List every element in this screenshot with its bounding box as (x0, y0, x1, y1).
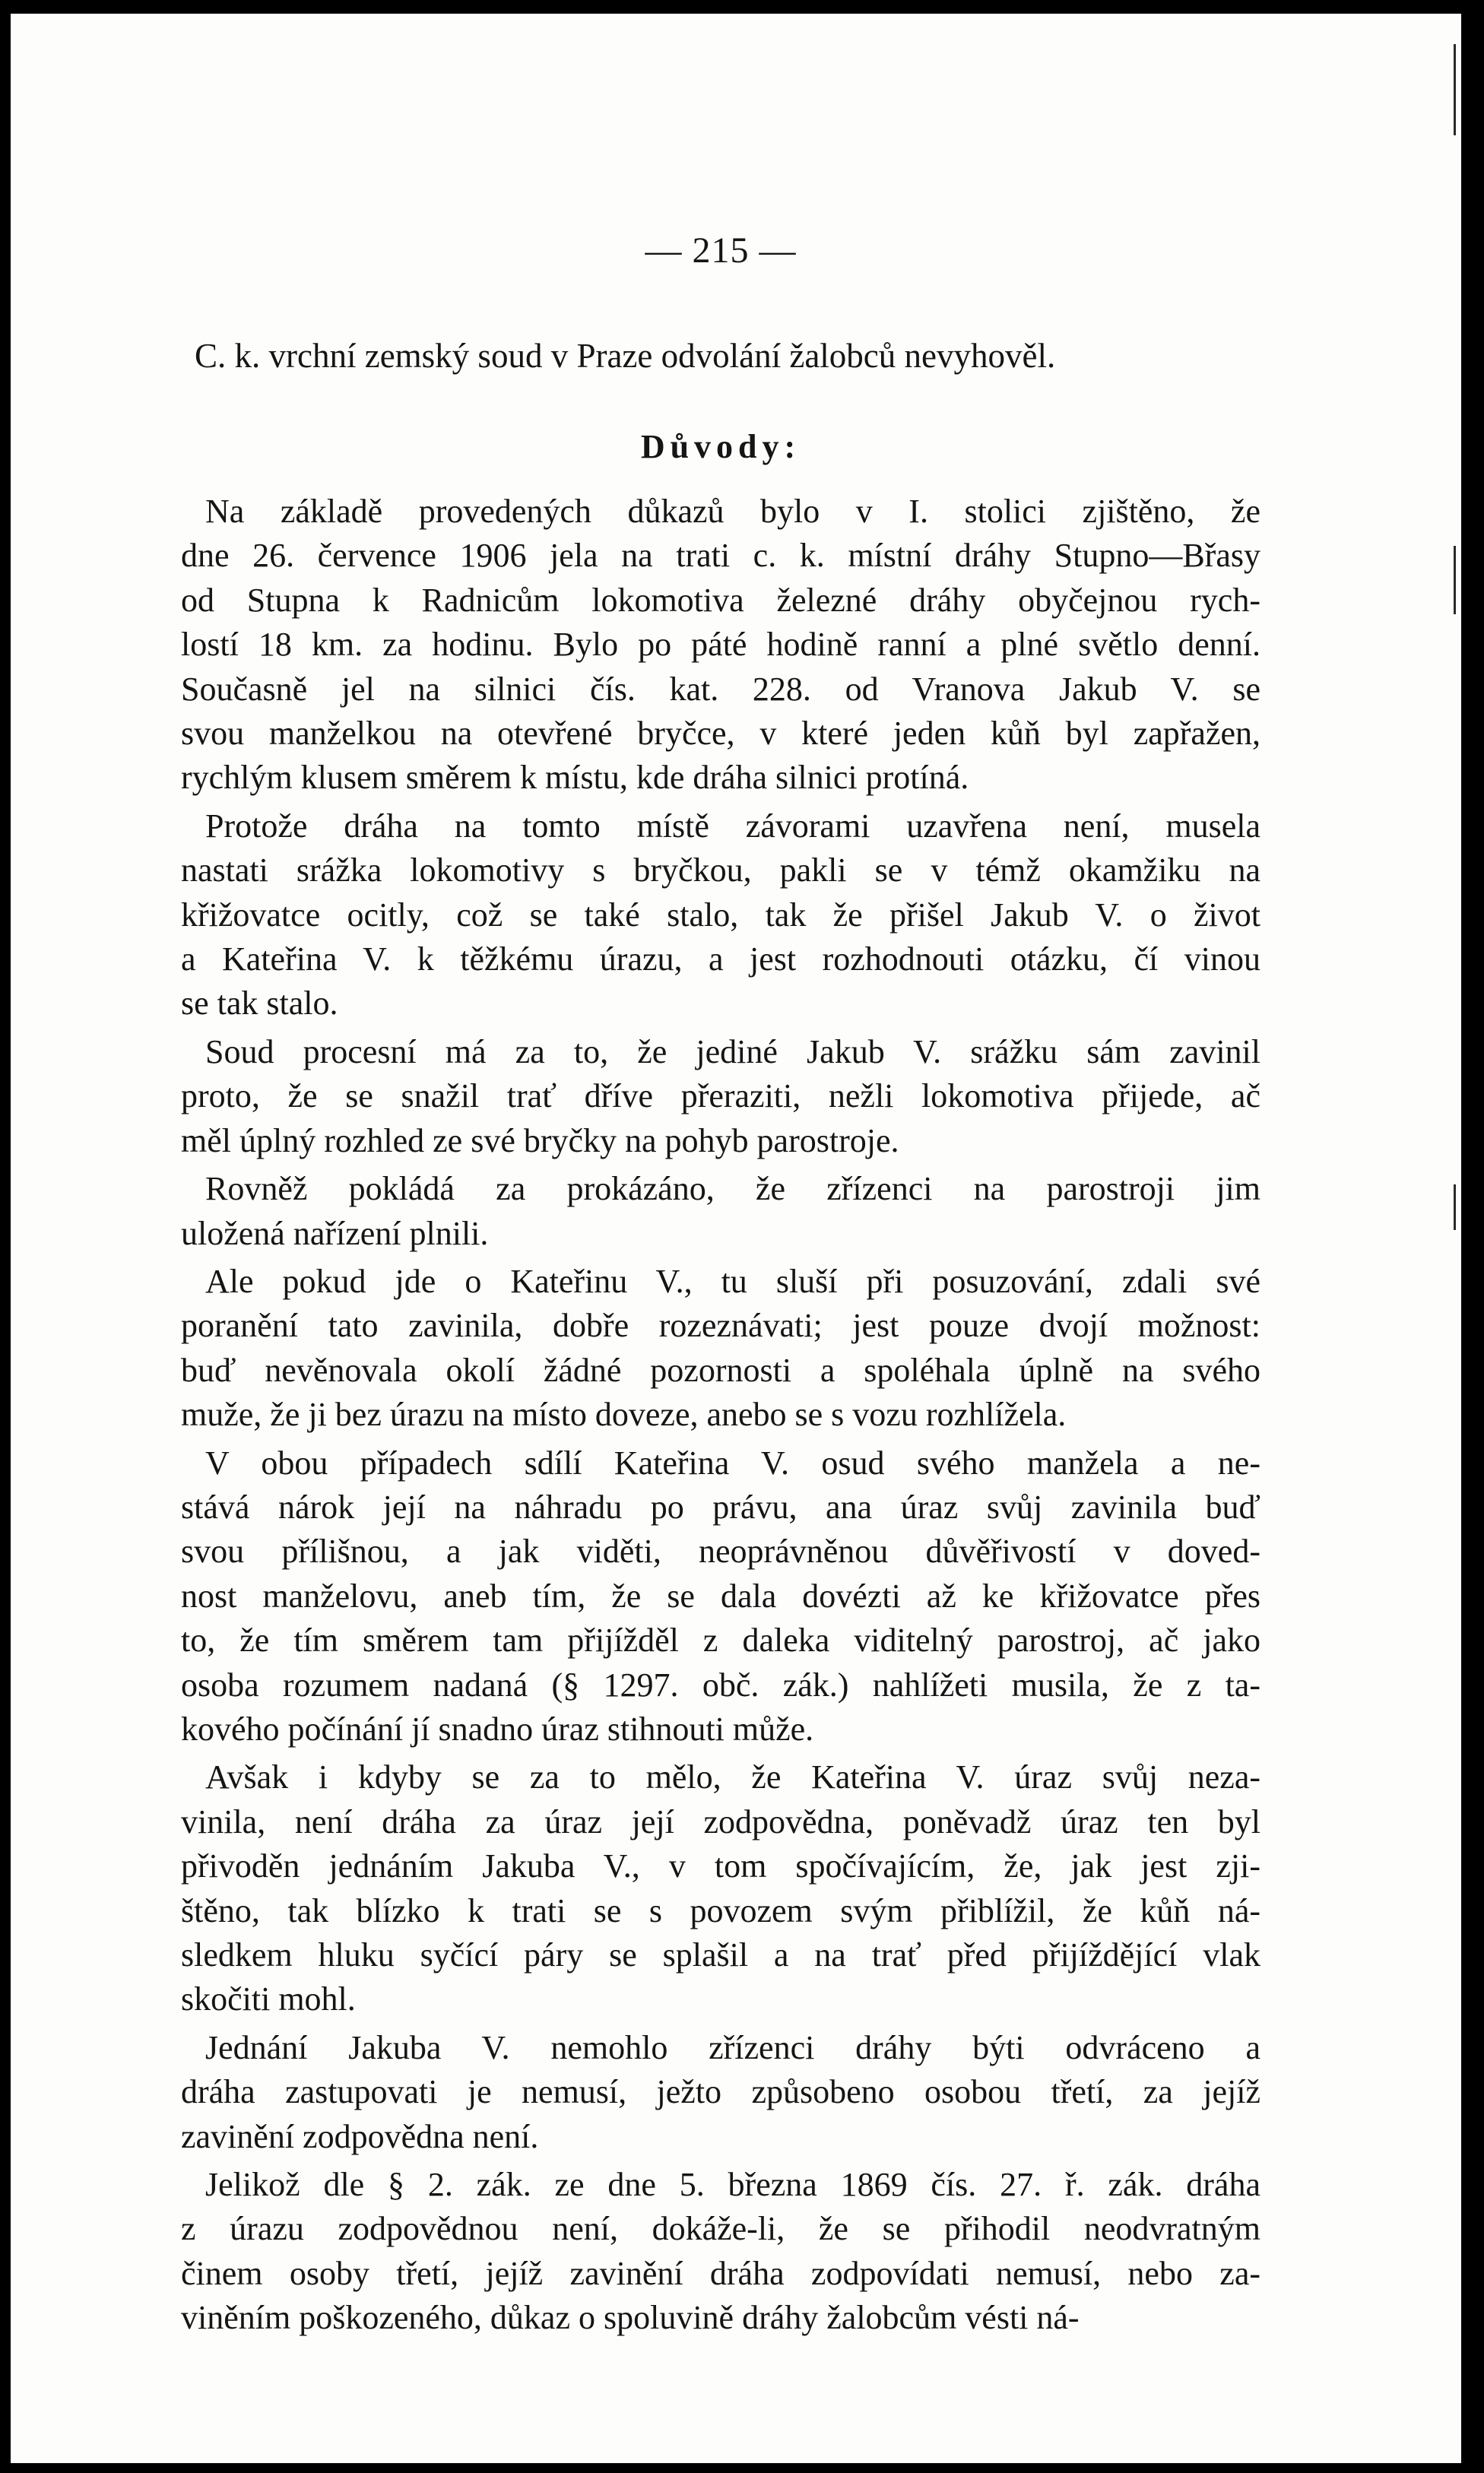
text-line: stává nárok její na náhradu po právu, ana úraz svůj zavinila buď (181, 1488, 1260, 1526)
text-line: křižovatce ocitly, což se také stalo, tak že přišel Jakub V. o život (181, 896, 1260, 934)
paragraph (181, 1755, 1260, 2021)
court-decision-line: C. k. vrchní zemský soud v Praze odvolání žalobců nevyhověl. (195, 337, 1056, 375)
text-line: muže, že ji bez úrazu na místo doveze, anebo se s vozu rozhlížela. (181, 1396, 1067, 1434)
text-line: osoba rozumem nadaná (§ 1297. obč. zák.) nahlížeti musila, že z ta- (181, 1666, 1260, 1704)
text-line: viněním poškozeného, důkaz o spoluvině dráhy žalobcům vésti ná- (181, 2299, 1080, 2337)
text-line: dráha zastupovati je nemusí, ježto způsobeno osobou třetí, za jejíž (181, 2073, 1260, 2111)
paragraph (181, 804, 1260, 1026)
text-line: Současně jel na silnici čís. kat. 228. od Vranova Jakub V. se (181, 670, 1260, 708)
text-line: Ale pokud jde o Kateřinu V., tu sluší při posuzování, zdali své (205, 1262, 1260, 1300)
text-line: zavinění zodpovědna není. (181, 2117, 539, 2155)
text-line: vinila, není dráha za úraz její zodpovědna, poněvadž úraz ten byl (181, 1802, 1260, 1840)
text-line: V obou případech sdílí Kateřina V. osud svého manžela a ne- (205, 1444, 1260, 1482)
text-line: Na základě provedených důkazů bylo v I. stolici zjištěno, že (205, 493, 1260, 530)
text-line: Protože dráha na tomto místě závorami uzavřena není, musela (205, 807, 1260, 845)
text-line: sledkem hluku syčící páry se splašil a na trať před přijíždějící vlak (181, 1936, 1260, 1974)
text-line: Soud procesní má za to, že jediné Jakub V. srážku sám zavinil (205, 1032, 1260, 1070)
text-line: Jednání Jakuba V. nemohlo zřízenci dráhy býti odvráceno a (205, 2028, 1260, 2066)
text-line: svou přílišnou, a jak viděti, neoprávněnou důvěřivostí v doved- (181, 1533, 1260, 1571)
paragraph (181, 1030, 1260, 1163)
text-line: se tak stalo. (181, 984, 338, 1022)
text-line: nost manželovu, aneb tím, že se dala dovézti až ke křižovatce přes (181, 1577, 1260, 1615)
text-line: rychlým klusem směrem k místu, kde dráha silnici protíná. (181, 759, 969, 797)
page-edge-mark (1454, 1184, 1456, 1230)
book-page (11, 14, 1461, 2463)
text-line: nastati srážka lokomotivy s bryčkou, pakli se v témž okamžiku na (181, 851, 1260, 889)
text-line: Jelikož dle § 2. zák. ze dne 5. března 1869 čís. 27. ř. zák. dráha (205, 2166, 1260, 2204)
text-line: kového počínání jí snadno úraz stihnouti může. (181, 1710, 814, 1748)
text-line: skočiti mohl. (181, 1980, 356, 2018)
reasoning-body (181, 490, 1260, 2345)
text-line: uložená nařízení plnili. (181, 1214, 489, 1252)
text-line: a Kateřina V. k těžkému úrazu, a jest rozhodnouti otázku, čí vinou (181, 940, 1260, 978)
text-line: buď nevěnovala okolí žádné pozornosti a spoléhala úplně na svého (181, 1351, 1260, 1389)
paragraph (181, 2163, 1260, 2341)
page-number: — 215 — (645, 230, 797, 271)
text-line: Avšak i kdyby se za to mělo, že Kateřina V. úraz svůj neza- (205, 1758, 1260, 1796)
text-line: dne 26. července 1906 jela na trati c. k. místní dráhy Stupno—Břasy (181, 537, 1260, 575)
text-line: lostí 18 km. za hodinu. Bylo po páté hodině ranní a plné světlo denní. (181, 626, 1260, 664)
paragraph (181, 1441, 1260, 1752)
paragraph (181, 1260, 1260, 1438)
page-edge-mark (1454, 44, 1456, 135)
paragraph (181, 2026, 1260, 2159)
text-line: činem osoby třetí, jejíž zavinění dráha zodpovídati nemusí, nebo za- (181, 2254, 1260, 2292)
text-line: přivoděn jednáním Jakuba V., v tom spočívajícím, že, jak jest zji- (181, 1847, 1260, 1885)
text-line: svou manželkou na otevřené bryčce, v které jeden kůň byl zapřažen, (181, 715, 1260, 753)
section-heading: Důvody: (640, 428, 801, 465)
text-line: od Stupna k Radnicům lokomotiva železné dráhy obyčejnou rych- (181, 581, 1260, 619)
text-line: štěno, tak blízko k trati se s povozem svým přiblížil, že kůň ná- (181, 1891, 1260, 1929)
page-edge-mark (1454, 546, 1456, 614)
text-line: Rovněž pokládá za prokázáno, že zřízenci na parostroji jim (205, 1170, 1260, 1208)
text-line: proto, že se snažil trať dříve přeraziti, nežli lokomotiva přijede, ač (181, 1077, 1260, 1115)
text-line: z úrazu zodpovědnou není, dokáže-li, že se přihodil neodvratným (181, 2210, 1260, 2248)
text-line: měl úplný rozhled ze své bryčky na pohyb parostroje. (181, 1121, 899, 1159)
paragraph (181, 1167, 1260, 1256)
paragraph (181, 490, 1260, 801)
text-line: to, že tím směrem tam přijížděl z daleka viditelný parostroj, ač jako (181, 1622, 1260, 1660)
text-line: poranění tato zavinila, dobře rozeznávati; jest pouze dvojí možnost: (181, 1307, 1260, 1345)
